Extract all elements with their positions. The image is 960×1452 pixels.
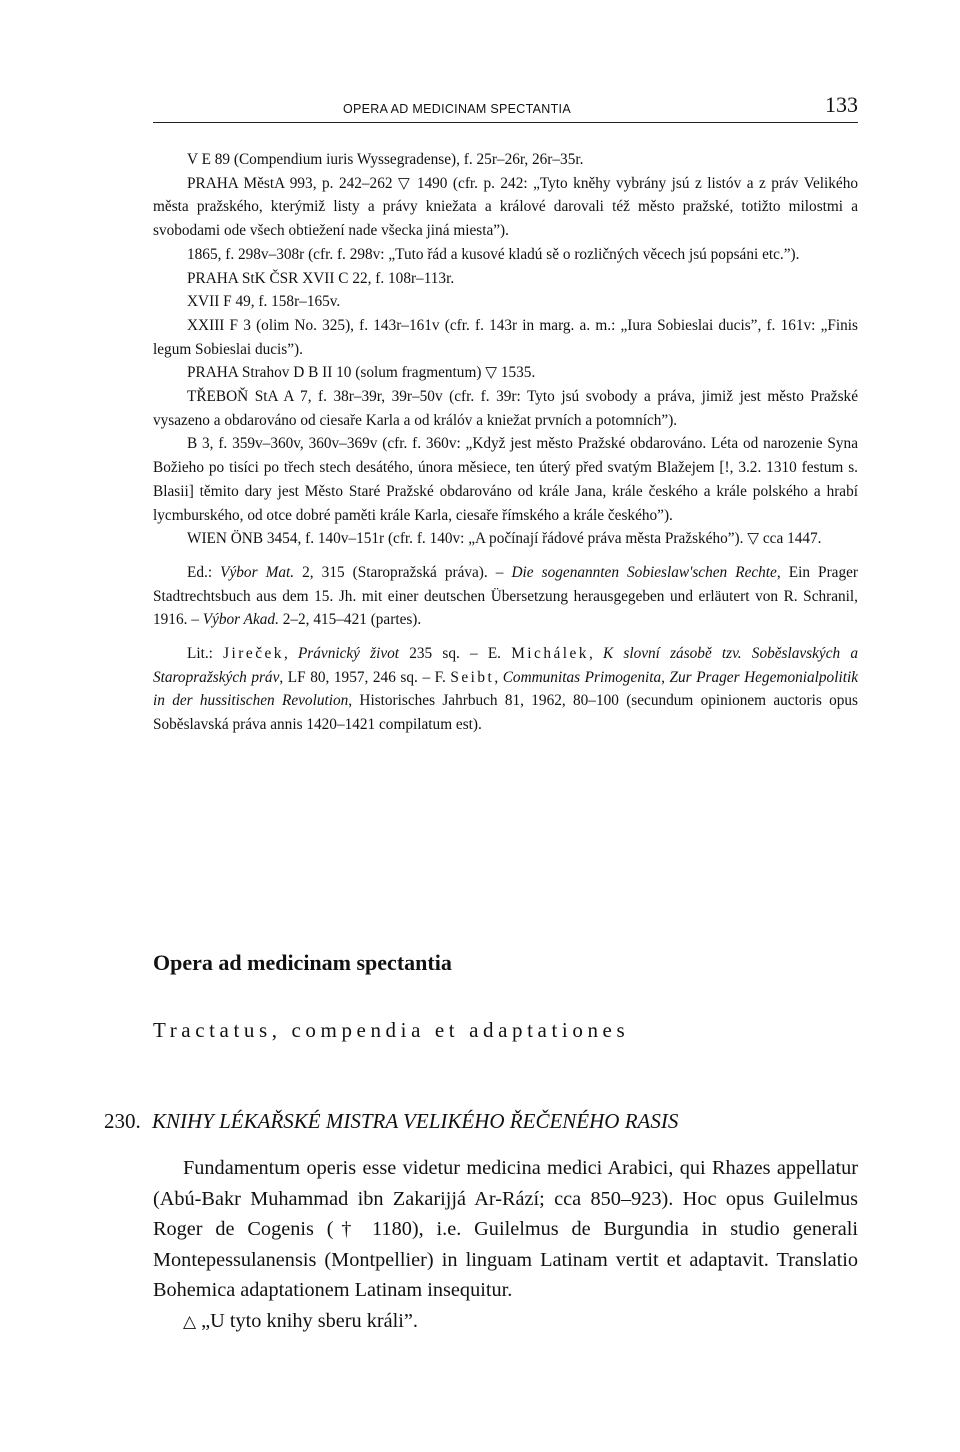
edition-title: Die sogenannten Sobieslaw'schen Rechte: [511, 563, 777, 581]
edition-title: Výbor Mat.: [220, 563, 295, 581]
entry-number: 230.: [104, 1109, 141, 1133]
running-title: OPERA AD MEDICINAM SPECTANTIA: [343, 102, 571, 116]
literature-label: Lit.:: [187, 645, 224, 663]
literature-text: ,: [588, 645, 603, 663]
incipit-text: „U tyto knihy sberu králi”.: [196, 1309, 418, 1332]
edition-title: Výbor Akad.: [202, 611, 279, 629]
literature-title: Communitas Primogenita, Zur Prager Hegemonialpolitik in der hussitischen Revolution: [153, 668, 858, 710]
running-header: [153, 92, 858, 126]
entry-description: Fundamentum operis esse videtur medicina medici Arabici, qui Rhazes appellatur (Abú-Bakr Muhammad ibn Zakarijjá Ar-Rází; cca 850–923). Hoc opus Guilelmus Roger de Cogenis († 1180), i.e. Guilelmus de Burgundia in studio generali Montepessulanensis (Montpellier) in linguam Latinam vertit et adaptavit. Translatio Bohemica adaptationem Latinam insequitur.: [153, 1157, 858, 1301]
literature-text: , LF 80, 1957, 246 sq. – F.: [279, 668, 451, 686]
author-name: Michálek: [511, 645, 589, 663]
section-subheading: Tractatus, compendia et adaptationes: [153, 1018, 630, 1042]
manuscript-entry: B 3, f. 359v–360v, 360v–369v (cfr. f. 360v: „Když jest město Pražské obdarováno. Léta od narozenie Syna Božieho po tisíci po třech stech desátého, února měsiece, ten úterý před svatým Blažejem [!, 3.2. 1310 festum s. Blasii] těmito dary jest Město Staré Pražské obdarováno od krále Jana, krále českého a krále polského a hrabí lycmburského, od otce dobré paměti krále Karla, ciesaře římského a krále českého”).: [153, 435, 858, 524]
manuscript-list: [153, 148, 858, 737]
literature-text: ,: [283, 645, 298, 663]
manuscript-entry: TŘEBOŇ StA A 7, f. 38r–39r, 39r–50v (cfr. f. 39r: Tyto jsú svobody a práva, jimiž jest město Pražské vysazeno a obdarováno od ciesaře Karla a od králóv a kniežat prvních a potomních”).: [153, 388, 858, 429]
incipit-line: [153, 1306, 858, 1338]
literature-text: 235 sq. – E.: [399, 645, 512, 663]
manuscript-entry: XVII F 49, f. 158r–165v.: [187, 293, 341, 311]
author-name: Jireček: [223, 645, 284, 663]
editions-paragraph: [153, 561, 858, 632]
manuscript-entry: V E 89 (Compendium iuris Wyssegradense), f. 25r–26r, 26r–35r.: [187, 151, 584, 168]
manuscript-entry: XXIII F 3 (olim No. 325), f. 143r–161v (cfr. f. 143r in marg. a. m.: „Iura Sobieslai ducis”, f. 161v: „Finis legum Sobieslai ducis”).: [153, 316, 858, 358]
header-rule: [153, 122, 858, 123]
manuscript-entry: PRAHA Strahov D B II 10 (solum fragmentum) ▽ 1535.: [187, 364, 536, 382]
literature-paragraph: [153, 642, 858, 737]
entry-heading: [104, 1109, 678, 1134]
manuscript-entry: WIEN ÖNB 3454, f. 140v–151r (cfr. f. 140v: „A počínají řádové práva města Pražského”). ▽ cca 1447.: [187, 530, 822, 548]
edition-text: 2, 315 (Staropražská práva). –: [294, 563, 512, 581]
section-heading: Opera ad medicinam spectantia: [153, 950, 452, 975]
entry-title: KNIHY LÉKAŘSKÉ MISTRA VELIKÉHO ŘEČENÉHO RASIS: [152, 1109, 679, 1133]
manuscript-entry: PRAHA MěstA 993, p. 242–262 ▽ 1490 (cfr. p. 242: „Tyto kněhy vybrány jsú z listóv a z práv Velikého města pražského, kterýmiž listy a právy kniežata a králové darovali též město pražské, totižto milostmi a svobodami ode všech obtiežení nade všecka jiná miesta”).: [153, 174, 858, 240]
entry-body: [153, 1153, 858, 1337]
edition-text: , Ein Prager Stadtrechtsbuch aus dem 15. Jh. mit einer deutschen Übersetzung herausgegeben und erläutert von R. Schranil, 1916. –: [153, 563, 858, 629]
triangle-icon: △: [183, 1311, 197, 1332]
manuscript-entry: 1865, f. 298v–308r (cfr. f. 298v: „Tuto řád a kusové kladú sě o rozličných věcech jsú popsáni etc.”).: [187, 245, 800, 263]
author-name: Seibt: [450, 668, 495, 686]
edition-text: 2–2, 415–421 (partes).: [278, 611, 422, 629]
literature-text: ,: [494, 668, 503, 686]
manuscript-entry: PRAHA StK ČSR XVII C 22, f. 108r–113r.: [187, 269, 455, 287]
literature-title: Právnický život: [297, 645, 400, 663]
editions-label: Ed.:: [187, 563, 221, 581]
literature-text: , Historisches Jahrbuch 81, 1962, 80–100 (secundum opinionem auctoris opus Soběslavská práva annis 1420–1421 compilatum est).: [153, 692, 858, 734]
literature-title: K slovní zásobě tzv. Soběslavských a Staropražských práv: [153, 645, 858, 686]
page-number: 133: [825, 92, 858, 117]
